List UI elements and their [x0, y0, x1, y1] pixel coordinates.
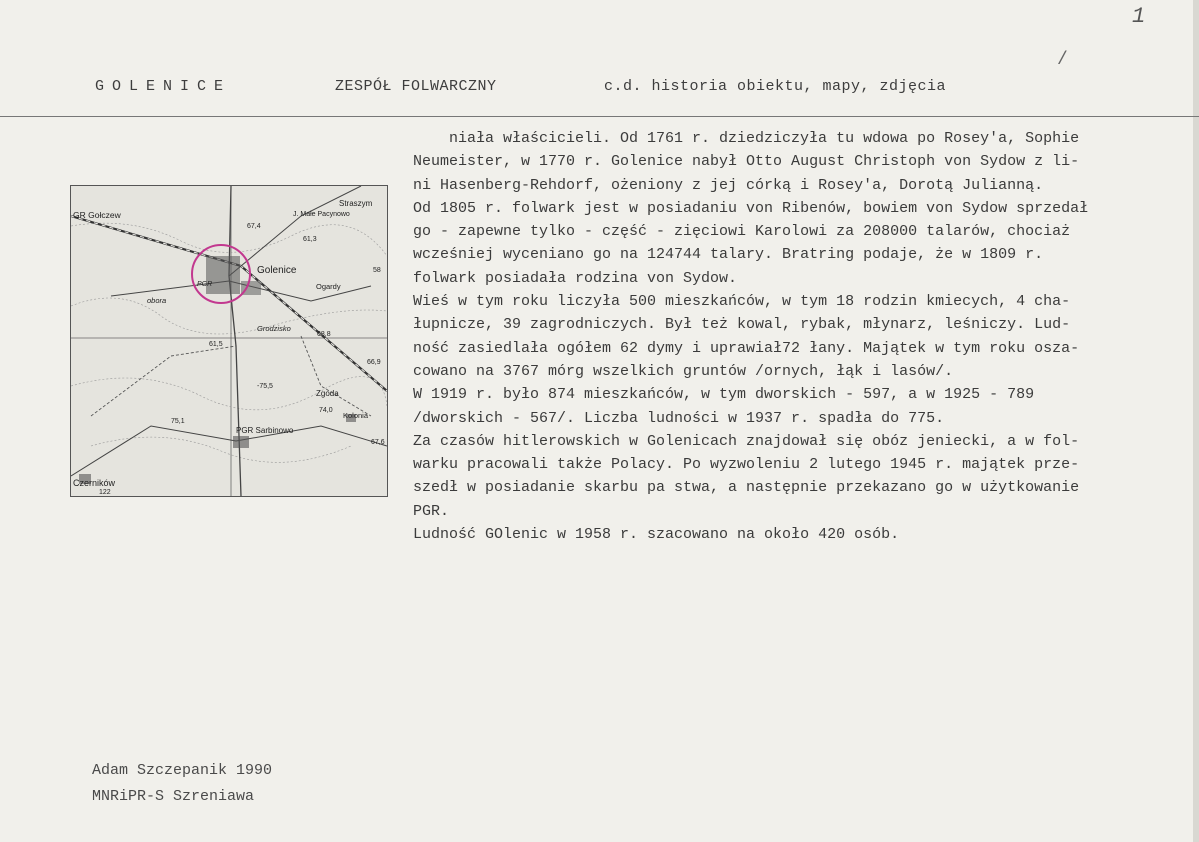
- map-elevation: 68,8: [317, 331, 331, 338]
- footer-author: Adam Szczepanik 1990: [92, 762, 273, 779]
- map-label-golczew: GR Gołczew: [73, 210, 121, 220]
- text-line: szedł w posiadanie skarbu pa stwa, a następnie przekazano go w użytkowanie: [413, 479, 1080, 497]
- map-elevation: 75,1: [171, 418, 185, 425]
- text-line: łupnicze, 39 zagrodniczych. Był też kowal, rybak, młynarz, leśniczy. Lud-: [413, 316, 1071, 334]
- text-line: go - zapewne tylko - część - zięciowi Karolowi za 208000 talarów, chociaż: [413, 223, 1071, 241]
- text-line: /dworskich - 567/. Liczba ludności w 1937 r. spadła do 775.: [413, 409, 945, 427]
- text-line: Wieś w tym roku liczyła 500 mieszkańców, w tym 18 rodzin kmiecych, 4 cha-: [413, 293, 1071, 311]
- map-contour: [91, 437, 351, 462]
- map-elevation: 67,6: [371, 439, 385, 446]
- map-label-czerników: Czerników: [73, 478, 116, 488]
- map-elevation: 74,0: [319, 407, 333, 414]
- map-village-block: [233, 436, 249, 448]
- header-divider: [0, 116, 1199, 117]
- map-contour: [71, 377, 387, 410]
- map-elevation: 67,4: [247, 223, 261, 230]
- text-line: Ludność GOlenic w 1958 r. szacowano na około 420 osób.: [413, 526, 900, 544]
- map-path: [91, 346, 236, 416]
- map-label-male-pacynowo: J. Małe Pacynowo: [293, 211, 350, 218]
- history-text: [413, 127, 1193, 546]
- map-drawing: [71, 186, 387, 496]
- map-elevation: -75,5: [257, 383, 273, 390]
- map-elevation: 122: [99, 489, 111, 496]
- map-label-zgoda: Zgoda: [316, 389, 339, 398]
- map-elevation: 61,3: [303, 236, 317, 243]
- map-label-golenice: Golenice: [257, 265, 297, 276]
- map-road: [71, 426, 387, 476]
- text-line: W 1919 r. było 874 mieszkańców, w tym dworskich - 597, a w 1925 - 789: [413, 386, 1035, 404]
- page-number: 1: [1132, 4, 1146, 29]
- header-place: GOLENICE: [95, 78, 232, 95]
- footer-institution: MNRiPR-S Szreniawa: [92, 788, 255, 805]
- map-label-grodzisko: Grodzisko: [257, 324, 291, 333]
- location-map: [70, 185, 388, 497]
- text-line: ni Hasenberg-Rehdorf, ożeniony z jej córką i Rosey'a, Dorotą Julianną.: [413, 176, 1044, 194]
- text-line: folwark posiadała rodzina von Sydow.: [413, 269, 738, 287]
- map-label-pgr-sarbinowo: PGR Sarbinowo: [236, 426, 294, 435]
- header-ensemble: ZESPÓŁ FOLWARCZNY: [335, 78, 497, 95]
- map-railway-dash: [71, 216, 387, 391]
- map-elevation: 58: [373, 267, 381, 274]
- text-line: PGR.: [413, 502, 450, 520]
- text-line: niała właścicieli. Od 1761 r. dziedziczyła tu wdowa po Rosey'a, Sophie: [449, 130, 1080, 147]
- map-railway: [71, 216, 387, 391]
- text-line: Neumeister, w 1770 r. Golenice nabył Otto August Christoph von Sydow z li-: [413, 153, 1080, 171]
- text-line: wcześniej wyceniano go na 124744 talary. Bratring podaje, że w 1809 r.: [413, 246, 1044, 264]
- handwritten-mark: /: [1057, 50, 1068, 70]
- map-label-kolonia: Kolonia: [343, 411, 369, 420]
- map-label-obora: obora: [147, 296, 167, 305]
- map-contour: [71, 298, 387, 334]
- map-elevation: 61,5: [209, 341, 223, 348]
- text-line: Za czasów hitlerowskich w Golenicach znajdował się obóz jeniecki, a w fol-: [413, 432, 1080, 450]
- card-header: [0, 78, 1199, 116]
- text-line: Od 1805 r. folwark jest w posiadaniu von Ribenów, bowiem von Sydow sprzedał: [413, 199, 1089, 217]
- map-label-ogardy: Ogardy: [316, 282, 341, 291]
- text-line: warku pracowali także Polacy. Po wyzwoleniu 2 lutego 1945 r. majątek prze-: [413, 456, 1080, 474]
- map-elevation: 66,9: [367, 359, 381, 366]
- map-village-block: [206, 256, 240, 294]
- text-line: cowano na 3767 mórg wszelkich gruntów /ornych, łąk i lasów/.: [413, 362, 954, 380]
- header-section: c.d. historia obiektu, mapy, zdjęcia: [604, 78, 947, 95]
- text-line: ność zasiedlała ogółem 62 dymy i uprawiał72 łany. Majątek w tym roku osza-: [413, 339, 1080, 357]
- map-label-straszym: Straszym: [339, 199, 373, 208]
- map-label-pgr: PGR: [197, 281, 213, 288]
